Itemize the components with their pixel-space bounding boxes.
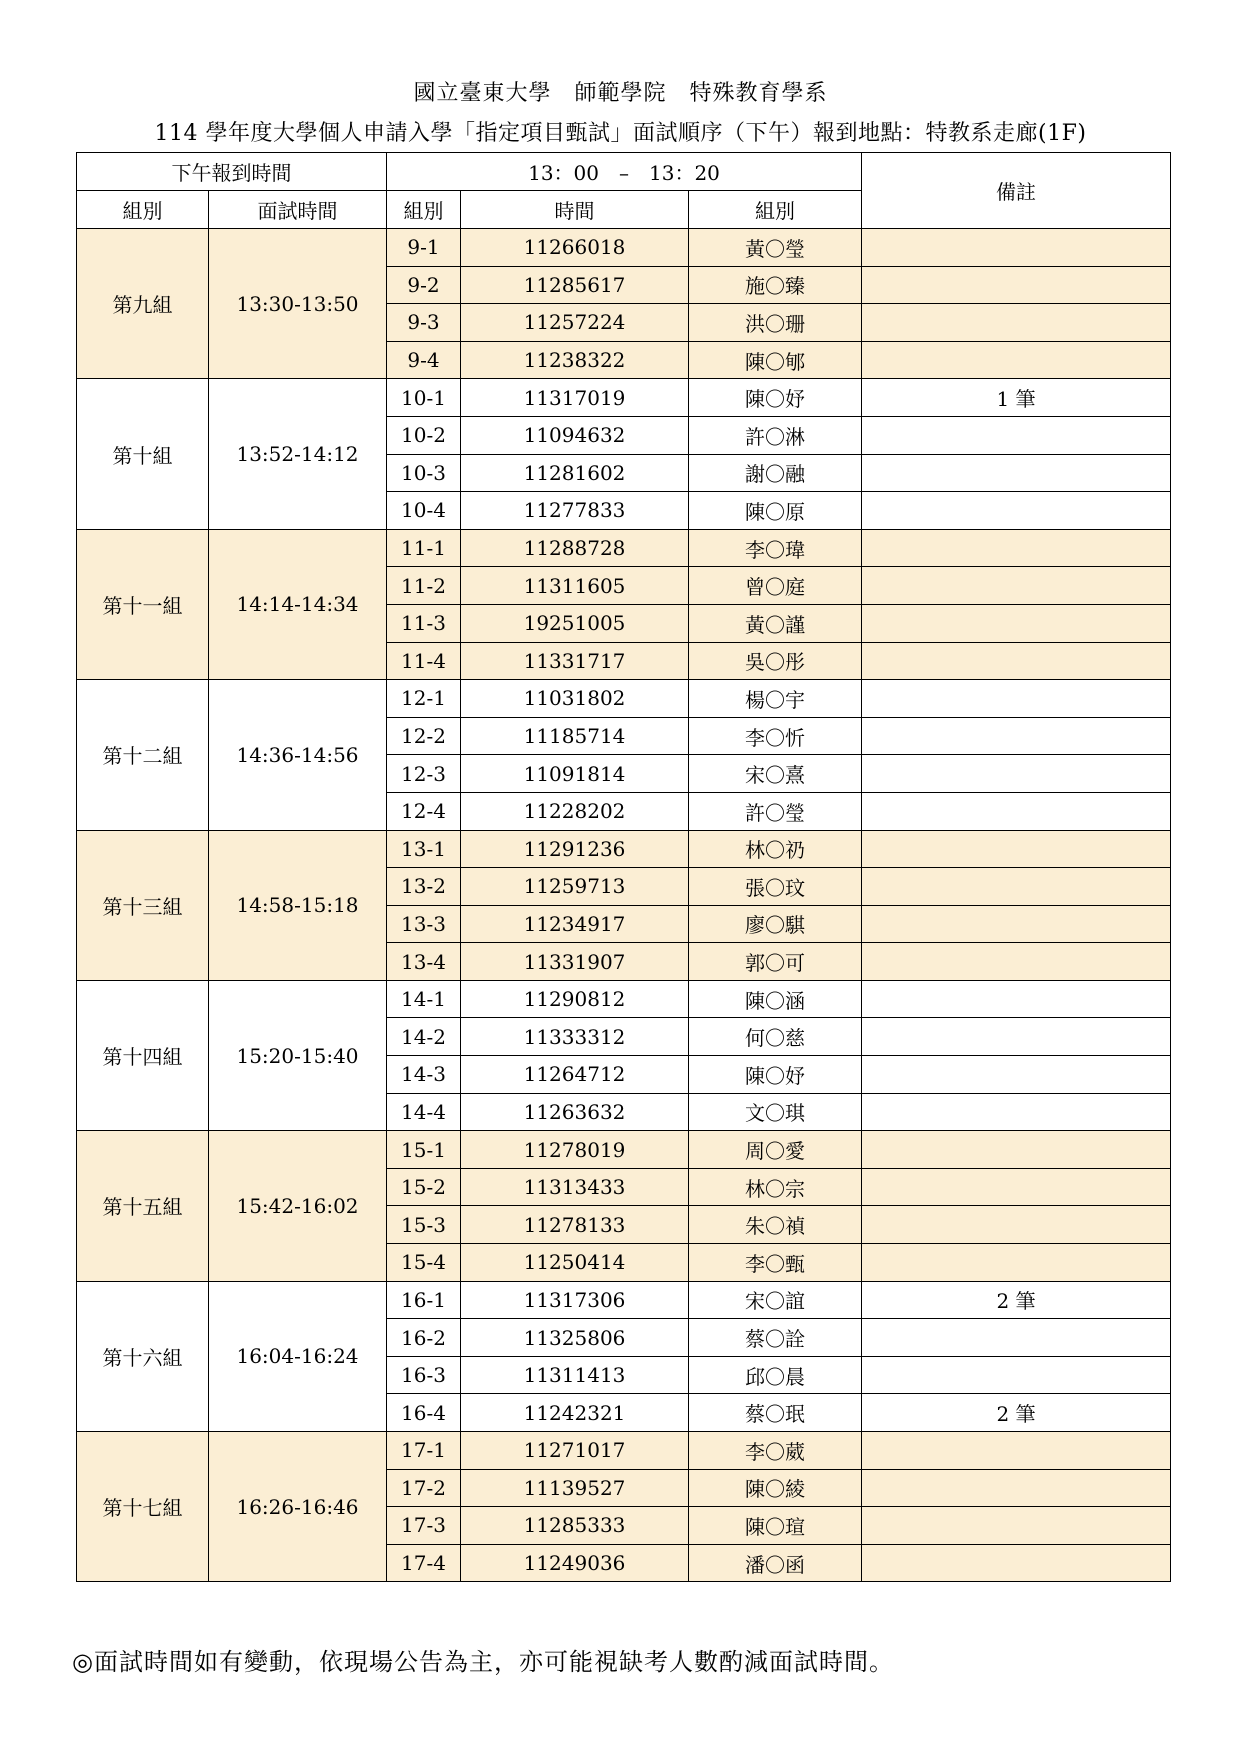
- slot-id: 13-1: [387, 830, 461, 868]
- applicant-name: 文〇琪: [689, 1093, 862, 1131]
- applicant-number: 11139527: [461, 1469, 689, 1507]
- remark-cell: [862, 266, 1171, 304]
- group-name: 第九組: [77, 229, 209, 379]
- remark-cell: [862, 341, 1171, 379]
- remark-cell: [862, 1507, 1171, 1545]
- applicant-name: 陳〇妤: [689, 1056, 862, 1094]
- applicant-number: 11311413: [461, 1356, 689, 1394]
- remark-cell: [862, 980, 1171, 1018]
- group-interview-time: 13:30-13:50: [209, 229, 387, 379]
- col-header-slot: 組別: [387, 191, 461, 229]
- applicant-name: 邱〇晨: [689, 1356, 862, 1394]
- group-name: 第十二組: [77, 680, 209, 830]
- col-header-group: 組別: [77, 191, 209, 229]
- applicant-name: 蔡〇詮: [689, 1319, 862, 1357]
- slot-id: 17-2: [387, 1469, 461, 1507]
- slot-id: 9-2: [387, 266, 461, 304]
- slot-id: 12-1: [387, 680, 461, 718]
- remark-cell: [862, 680, 1171, 718]
- applicant-number: 11333312: [461, 1018, 689, 1056]
- group-interview-time: 14:36-14:56: [209, 680, 387, 830]
- applicant-number: 11331907: [461, 943, 689, 981]
- applicant-name: 許〇瑩: [689, 792, 862, 830]
- group-interview-time: 15:42-16:02: [209, 1131, 387, 1281]
- applicant-name: 周〇愛: [689, 1131, 862, 1169]
- applicant-name: 陳〇綾: [689, 1469, 862, 1507]
- applicant-name: 潘〇函: [689, 1544, 862, 1582]
- applicant-name: 洪〇珊: [689, 304, 862, 342]
- applicant-number: 11234917: [461, 905, 689, 943]
- applicant-number: 11257224: [461, 304, 689, 342]
- applicant-name: 李〇瑋: [689, 529, 862, 567]
- remark-cell: [862, 868, 1171, 906]
- applicant-name: 陳〇原: [689, 492, 862, 530]
- applicant-number: 11285617: [461, 266, 689, 304]
- remark-cell: 2 筆: [862, 1394, 1171, 1432]
- checkin-time: 13：00 – 13：20: [387, 153, 862, 191]
- applicant-number: 11311605: [461, 567, 689, 605]
- applicant-number: 11290812: [461, 980, 689, 1018]
- interview-schedule-table: [76, 152, 1171, 1582]
- remark-cell: [862, 1469, 1171, 1507]
- remark-cell: [862, 1093, 1171, 1131]
- applicant-number: 11249036: [461, 1544, 689, 1582]
- slot-id: 11-4: [387, 642, 461, 680]
- applicant-name: 許〇淋: [689, 416, 862, 454]
- remark-cell: [862, 604, 1171, 642]
- group-interview-time: 15:20-15:40: [209, 980, 387, 1130]
- table-row: [77, 680, 1171, 718]
- slot-id: 14-3: [387, 1056, 461, 1094]
- remark-cell: [862, 717, 1171, 755]
- remark-cell: [862, 416, 1171, 454]
- slot-id: 9-4: [387, 341, 461, 379]
- applicant-number: 11242321: [461, 1394, 689, 1432]
- remark-cell: [862, 1206, 1171, 1244]
- applicant-number: 11331717: [461, 642, 689, 680]
- remark-cell: [862, 229, 1171, 267]
- remark-cell: [862, 1356, 1171, 1394]
- applicant-number: 11091814: [461, 755, 689, 793]
- remark-cell: 2 筆: [862, 1281, 1171, 1319]
- applicant-name: 李〇忻: [689, 717, 862, 755]
- applicant-number: 11250414: [461, 1244, 689, 1282]
- applicant-name: 李〇葳: [689, 1432, 862, 1470]
- applicant-number: 11313433: [461, 1168, 689, 1206]
- remarks-header: 備註: [862, 153, 1171, 229]
- applicant-name: 陳〇妤: [689, 379, 862, 417]
- page-subtitle: 114 學年度大學個人申請入學「指定項目甄試」面試順序（下午）報到地點：特教系走廊(1F): [154, 121, 1087, 146]
- table-row: [77, 1131, 1171, 1169]
- remark-cell: [862, 1168, 1171, 1206]
- applicant-name: 陳〇郇: [689, 341, 862, 379]
- slot-id: 16-4: [387, 1394, 461, 1432]
- group-name: 第十三組: [77, 830, 209, 980]
- applicant-number: 11281602: [461, 454, 689, 492]
- group-name: 第十七組: [77, 1432, 209, 1582]
- group-name: 第十一組: [77, 529, 209, 679]
- remark-cell: [862, 1244, 1171, 1282]
- applicant-name: 林〇宗: [689, 1168, 862, 1206]
- group-interview-time: 16:26-16:46: [209, 1432, 387, 1582]
- group-name: 第十四組: [77, 980, 209, 1130]
- slot-id: 10-4: [387, 492, 461, 530]
- applicant-name: 黃〇謹: [689, 604, 862, 642]
- checkin-label: 下午報到時間: [77, 153, 387, 191]
- slot-id: 12-3: [387, 755, 461, 793]
- slot-id: 14-4: [387, 1093, 461, 1131]
- slot-id: 13-3: [387, 905, 461, 943]
- applicant-name: 曾〇庭: [689, 567, 862, 605]
- applicant-name: 黃〇瑩: [689, 229, 862, 267]
- slot-id: 17-4: [387, 1544, 461, 1582]
- group-interview-time: 14:14-14:34: [209, 529, 387, 679]
- table-row: [77, 1432, 1171, 1470]
- remark-cell: [862, 755, 1171, 793]
- remark-cell: [862, 304, 1171, 342]
- group-interview-time: 16:04-16:24: [209, 1281, 387, 1431]
- group-name: 第十六組: [77, 1281, 209, 1431]
- applicant-number: 11325806: [461, 1319, 689, 1357]
- col-header-time: 時間: [461, 191, 689, 229]
- table-row: [77, 529, 1171, 567]
- table-row: [77, 229, 1171, 267]
- group-interview-time: 13:52-14:12: [209, 379, 387, 529]
- applicant-number: 11263632: [461, 1093, 689, 1131]
- table-row: [77, 830, 1171, 868]
- applicant-name: 朱〇禎: [689, 1206, 862, 1244]
- applicant-number: 11278133: [461, 1206, 689, 1244]
- group-interview-time: 14:58-15:18: [209, 830, 387, 980]
- applicant-name: 宋〇熹: [689, 755, 862, 793]
- slot-id: 10-3: [387, 454, 461, 492]
- slot-id: 9-3: [387, 304, 461, 342]
- applicant-name: 楊〇宇: [689, 680, 862, 718]
- remark-cell: [862, 830, 1171, 868]
- applicant-number: 11278019: [461, 1131, 689, 1169]
- slot-id: 17-3: [387, 1507, 461, 1545]
- remark-cell: [862, 1319, 1171, 1357]
- applicant-name: 林〇礽: [689, 830, 862, 868]
- applicant-name: 何〇慈: [689, 1018, 862, 1056]
- applicant-name: 謝〇融: [689, 454, 862, 492]
- slot-id: 11-1: [387, 529, 461, 567]
- page-title: 國立臺東大學 師範學院 特殊教育學系: [413, 81, 828, 106]
- applicant-number: 11285333: [461, 1507, 689, 1545]
- checkin-row: [77, 153, 1171, 191]
- applicant-name: 郭〇可: [689, 943, 862, 981]
- remark-cell: [862, 1056, 1171, 1094]
- remark-cell: [862, 1131, 1171, 1169]
- remark-cell: [862, 1018, 1171, 1056]
- remark-cell: [862, 642, 1171, 680]
- applicant-name: 李〇甄: [689, 1244, 862, 1282]
- applicant-name: 宋〇誼: [689, 1281, 862, 1319]
- applicant-name: 陳〇瑄: [689, 1507, 862, 1545]
- applicant-number: 11094632: [461, 416, 689, 454]
- slot-id: 13-2: [387, 868, 461, 906]
- slot-id: 17-1: [387, 1432, 461, 1470]
- remark-cell: [862, 905, 1171, 943]
- slot-id: 10-1: [387, 379, 461, 417]
- applicant-number: 11317306: [461, 1281, 689, 1319]
- slot-id: 15-1: [387, 1131, 461, 1169]
- slot-id: 10-2: [387, 416, 461, 454]
- applicant-number: 11317019: [461, 379, 689, 417]
- slot-id: 12-2: [387, 717, 461, 755]
- slot-id: 11-3: [387, 604, 461, 642]
- applicant-name: 陳〇涵: [689, 980, 862, 1018]
- footer-note: ◎面試時間如有變動，依現場公告為主，亦可能視缺考人數酌減面試時間。: [72, 1648, 894, 1676]
- applicant-name: 蔡〇珉: [689, 1394, 862, 1432]
- applicant-number: 11264712: [461, 1056, 689, 1094]
- slot-id: 9-1: [387, 229, 461, 267]
- slot-id: 16-1: [387, 1281, 461, 1319]
- table-row: [77, 379, 1171, 417]
- slot-id: 16-3: [387, 1356, 461, 1394]
- remark-cell: [862, 454, 1171, 492]
- remark-cell: [862, 792, 1171, 830]
- remark-cell: [862, 529, 1171, 567]
- table-row: [77, 1281, 1171, 1319]
- slot-id: 12-4: [387, 792, 461, 830]
- applicant-number: 11288728: [461, 529, 689, 567]
- slot-id: 15-4: [387, 1244, 461, 1282]
- applicant-number: 11271017: [461, 1432, 689, 1470]
- applicant-number: 11228202: [461, 792, 689, 830]
- slot-id: 13-4: [387, 943, 461, 981]
- applicant-number: 11259713: [461, 868, 689, 906]
- applicant-name: 施〇臻: [689, 266, 862, 304]
- applicant-name: 廖〇騏: [689, 905, 862, 943]
- slot-id: 15-3: [387, 1206, 461, 1244]
- remark-cell: [862, 1432, 1171, 1470]
- slot-id: 14-1: [387, 980, 461, 1018]
- table-row: [77, 980, 1171, 1018]
- slot-id: 14-2: [387, 1018, 461, 1056]
- applicant-number: 11291236: [461, 830, 689, 868]
- col-header-name: 組別: [689, 191, 862, 229]
- remark-cell: [862, 943, 1171, 981]
- applicant-number: 11277833: [461, 492, 689, 530]
- remark-cell: 1 筆: [862, 379, 1171, 417]
- group-name: 第十組: [77, 379, 209, 529]
- slot-id: 16-2: [387, 1319, 461, 1357]
- applicant-number: 11031802: [461, 680, 689, 718]
- group-name: 第十五組: [77, 1131, 209, 1281]
- applicant-number: 11238322: [461, 341, 689, 379]
- remark-cell: [862, 1544, 1171, 1582]
- remark-cell: [862, 567, 1171, 605]
- slot-id: 11-2: [387, 567, 461, 605]
- applicant-number: 19251005: [461, 604, 689, 642]
- applicant-name: 吳〇彤: [689, 642, 862, 680]
- col-header-interview-time: 面試時間: [209, 191, 387, 229]
- applicant-number: 11185714: [461, 717, 689, 755]
- applicant-name: 張〇玟: [689, 868, 862, 906]
- applicant-number: 11266018: [461, 229, 689, 267]
- remark-cell: [862, 492, 1171, 530]
- slot-id: 15-2: [387, 1168, 461, 1206]
